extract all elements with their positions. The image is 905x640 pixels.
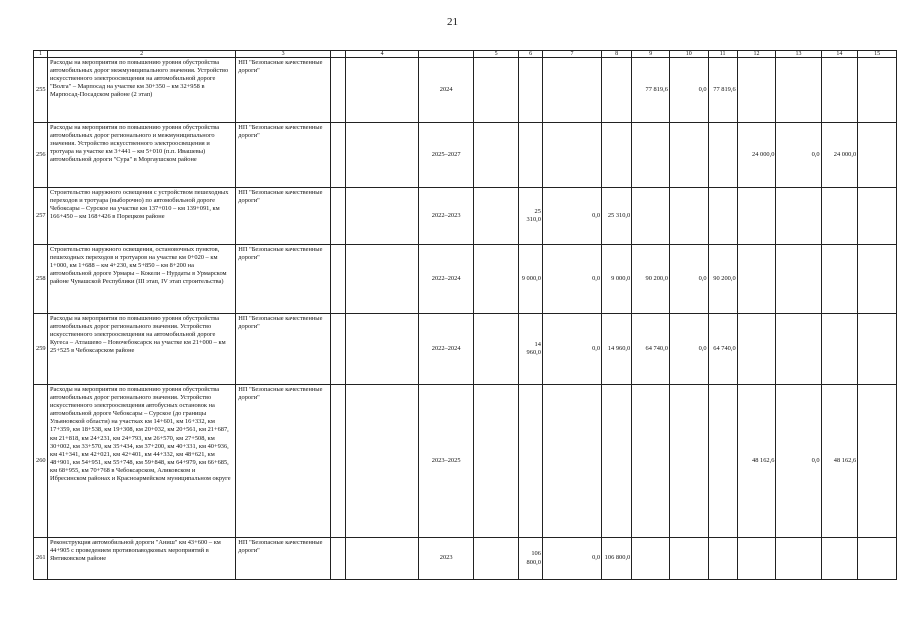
table-row	[34, 385, 897, 538]
value-7	[519, 123, 543, 188]
blank-cell	[474, 538, 519, 580]
program-name: НП "Безопасные качественные дороги"	[236, 123, 331, 188]
blank-cell	[346, 58, 419, 123]
value-13: 48 162,6	[737, 385, 776, 538]
value-9: 25 310,0	[602, 188, 632, 245]
value-8: 0,0	[542, 538, 601, 580]
value-9: 9 000,0	[602, 245, 632, 314]
program-name: НП "Безопасные качественные дороги"	[236, 245, 331, 314]
value-11: 0,0	[669, 245, 708, 314]
column-number-row	[34, 51, 897, 58]
value-14: 0,0	[776, 123, 821, 188]
value-10	[632, 385, 670, 538]
column-header: 8	[602, 51, 632, 58]
blank-cell	[346, 123, 419, 188]
value-10	[632, 188, 670, 245]
row-number: 259	[34, 314, 48, 385]
value-15: 24 000,0	[821, 123, 858, 188]
column-header: 4	[346, 51, 419, 58]
blank-cell	[330, 58, 345, 123]
value-14: 0,0	[776, 385, 821, 538]
table-body	[34, 51, 897, 580]
value-12: 90 200,0	[708, 245, 737, 314]
row-number: 261	[34, 538, 48, 580]
measure-name: Расходы на мероприятия по повышению уровня обустройства автомобильных дорог регионального значения. Устройство искусственного электроосвещения на автомобильной дороге Кугеса – Атлашево – Новочебоксарск на участке км 21+000 – км 25+525 в Чебоксарском районе	[47, 314, 235, 385]
value-8: 0,0	[542, 314, 601, 385]
column-header: 13	[776, 51, 821, 58]
blank-cell	[474, 58, 519, 123]
blank-cell	[346, 314, 419, 385]
value-8	[542, 385, 601, 538]
value-15	[821, 538, 858, 580]
value-15	[821, 245, 858, 314]
table-row	[34, 123, 897, 188]
years-cell: 2022–2023	[419, 188, 474, 245]
program-name: НП "Безопасные качественные дороги"	[236, 58, 331, 123]
blank-cell	[474, 188, 519, 245]
program-name: НП "Безопасные качественные дороги"	[236, 385, 331, 538]
blank-cell	[858, 314, 897, 385]
row-number: 257	[34, 188, 48, 245]
column-header: 12	[737, 51, 776, 58]
years-cell: 2022–2024	[419, 245, 474, 314]
measure-name: Расходы на мероприятия по повышению уровня обустройства автомобильных дорог регионального значения. Устройство искусственного электроосвещения автобусных остановок на автомобильной дороге Чебоксары – Сурское (до границы Ульяновской области) на участках км 14+601, км 16+332, км 17+359, км 18+538, км 19+308, км 20+032, км 20+561, км 21+687, км 21+818, км 24+231, км 24+793, км 26+570, км 27+508, км 30+002, км 33+570, км 35+434, км 37+200, км 40+331, км 40+936, км 41+341, км 42+021, км 42+401, км 44+332, км 48+621, км 48+901, км 54+951, км 55+748, км 59+848, км 64+979, км 66+685, км 68+955, км 70+768 в Чебоксарском, Аликовском и Ибресинском районах и Красноармейском муниципальном округе	[47, 385, 235, 538]
blank-cell	[330, 385, 345, 538]
value-11	[669, 385, 708, 538]
column-header: 2	[47, 51, 235, 58]
program-name: НП "Безопасные качественные дороги"	[236, 188, 331, 245]
value-13	[737, 538, 776, 580]
blank-cell	[858, 188, 897, 245]
years-cell: 2024	[419, 58, 474, 123]
column-header: 9	[632, 51, 670, 58]
value-13	[737, 58, 776, 123]
program-name: НП "Безопасные качественные дороги"	[236, 538, 331, 580]
blank-cell	[858, 538, 897, 580]
table-row	[34, 538, 897, 580]
table-row	[34, 188, 897, 245]
row-number: 255	[34, 58, 48, 123]
value-10: 90 200,0	[632, 245, 670, 314]
value-13	[737, 245, 776, 314]
value-14	[776, 188, 821, 245]
value-11	[669, 188, 708, 245]
column-header: 3	[236, 51, 331, 58]
value-7: 25 310,0	[519, 188, 543, 245]
column-header	[330, 51, 345, 58]
column-header: 6	[519, 51, 543, 58]
column-header: 11	[708, 51, 737, 58]
value-9	[602, 58, 632, 123]
value-7: 106 800,0	[519, 538, 543, 580]
row-number: 260	[34, 385, 48, 538]
measure-name: Строительство наружного освещения, остановочных пунктов, пешеходных переходов и тротуаров на участке км 0+020 – км 1+000, км 1+688 – км 4+230, км 5+850 – км 8+200 на автомобильной дороге Урмары – Кокели – Нурдаты в Урмарском районе Чувашской Республики (III этап, IV этап строительства)	[47, 245, 235, 314]
blank-cell	[858, 58, 897, 123]
value-12	[708, 385, 737, 538]
value-8: 0,0	[542, 188, 601, 245]
value-13	[737, 314, 776, 385]
column-header: 15	[858, 51, 897, 58]
value-11	[669, 123, 708, 188]
blank-cell	[346, 188, 419, 245]
blank-cell	[858, 245, 897, 314]
program-name: НП "Безопасные качественные дороги"	[236, 314, 331, 385]
value-7: 14 960,0	[519, 314, 543, 385]
value-10	[632, 123, 670, 188]
value-7: 9 000,0	[519, 245, 543, 314]
value-7	[519, 58, 543, 123]
value-8	[542, 58, 601, 123]
measure-name: Реконструкция автомобильной дороги "Аниш" км 43+600 – км 44+905 с проведением противопаводковых мероприятий в Янтиковском районе	[47, 538, 235, 580]
value-14	[776, 245, 821, 314]
measure-name: Строительство наружного освещения с устройством пешеходных переходов и тротуара (выборочно) по автомобильной дороге Чебоксары – Сурское на участке км 137+010 – км 139+091, км 166+450 – км 168+426 в Порецком районе	[47, 188, 235, 245]
value-7	[519, 385, 543, 538]
page-number: 21	[447, 16, 458, 28]
row-number: 258	[34, 245, 48, 314]
blank-cell	[346, 538, 419, 580]
value-11: 0,0	[669, 314, 708, 385]
blank-cell	[474, 385, 519, 538]
blank-cell	[330, 188, 345, 245]
row-number: 256	[34, 123, 48, 188]
blank-cell	[858, 123, 897, 188]
table-row	[34, 58, 897, 123]
column-header: 5	[474, 51, 519, 58]
column-header: 10	[669, 51, 708, 58]
value-12	[708, 123, 737, 188]
column-header: 1	[34, 51, 48, 58]
value-14	[776, 58, 821, 123]
blank-cell	[474, 245, 519, 314]
value-13	[737, 188, 776, 245]
value-11: 0,0	[669, 58, 708, 123]
years-cell: 2023	[419, 538, 474, 580]
value-9: 106 800,0	[602, 538, 632, 580]
years-cell: 2022–2024	[419, 314, 474, 385]
blank-cell	[346, 245, 419, 314]
blank-cell	[330, 314, 345, 385]
value-15	[821, 58, 858, 123]
value-15	[821, 188, 858, 245]
blank-cell	[346, 385, 419, 538]
blank-cell	[858, 385, 897, 538]
blank-cell	[330, 123, 345, 188]
value-9	[602, 385, 632, 538]
value-11	[669, 538, 708, 580]
years-cell: 2023–2025	[419, 385, 474, 538]
measure-name: Расходы на мероприятия по повышению уровня обустройства автомобильных дорог межмуниципального значения. Устройство искусственного электроосвещения на автомобильной дороге "Волга" – Марпосад на участке км 30+350 – км 32+958 в Марпосад-Посадском районе (2 этап)	[47, 58, 235, 123]
table-row	[34, 314, 897, 385]
value-12: 77 819,6	[708, 58, 737, 123]
years-cell: 2025–2027	[419, 123, 474, 188]
value-10: 64 740,0	[632, 314, 670, 385]
blank-cell	[474, 314, 519, 385]
column-header: 7	[542, 51, 601, 58]
value-12: 64 740,0	[708, 314, 737, 385]
value-9	[602, 123, 632, 188]
value-12	[708, 188, 737, 245]
value-8: 0,0	[542, 245, 601, 314]
value-15	[821, 314, 858, 385]
value-10	[632, 538, 670, 580]
value-12	[708, 538, 737, 580]
value-14	[776, 314, 821, 385]
column-header: 14	[821, 51, 858, 58]
column-header	[419, 51, 474, 58]
blank-cell	[474, 123, 519, 188]
budget-table	[33, 50, 897, 580]
value-13: 24 000,0	[737, 123, 776, 188]
blank-cell	[330, 538, 345, 580]
value-14	[776, 538, 821, 580]
value-8	[542, 123, 601, 188]
table-row	[34, 245, 897, 314]
measure-name: Расходы на мероприятия по повышению уровня обустройства автомобильных дорог регионального и межмуниципального значения. Устройство искусственного электроосвещения и тротуара на участке км 3+441 – км 5+010 (п.п. Ивашевы) автомобильной дороги "Сура" в Моргаушском районе	[47, 123, 235, 188]
value-15: 48 162,6	[821, 385, 858, 538]
value-9: 14 960,0	[602, 314, 632, 385]
blank-cell	[330, 245, 345, 314]
value-10: 77 819,6	[632, 58, 670, 123]
